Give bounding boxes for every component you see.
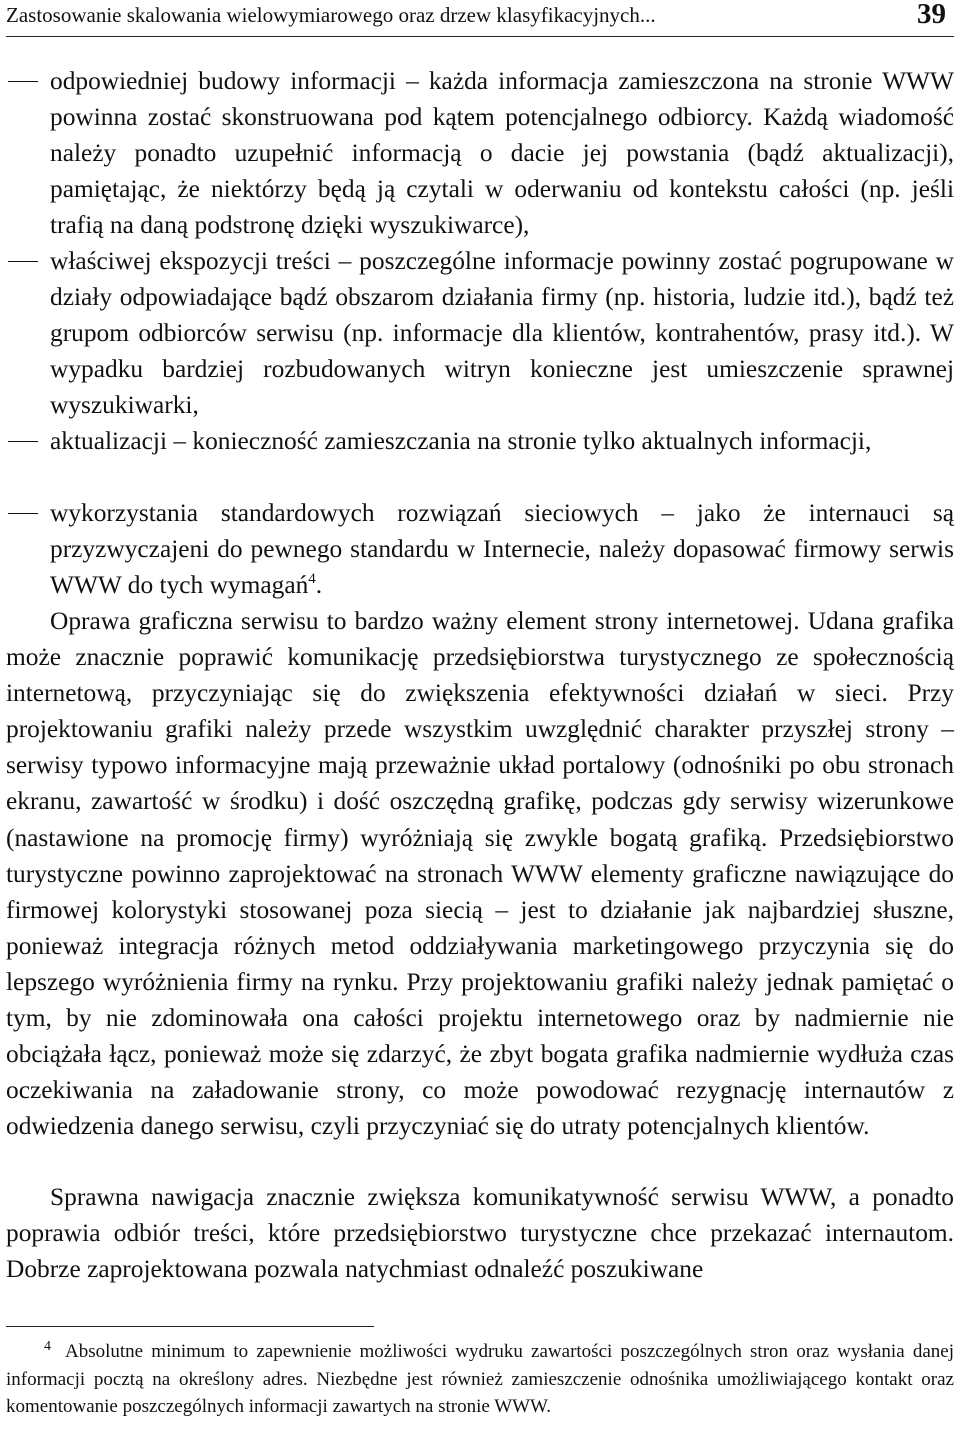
footnote-text: Absolutne minimum to zapewnienie możliwości wydruku zawartości poszczególnych stron oraz wysłania danej informacji pocztą na określony adres. Niezbędne jest również zamieszczenie odnośnika umożliwiającego kontakt oraz komentowanie poszczególnych informacji zawartych na stronie WWW. — [6, 1341, 954, 1418]
list-item-end: . — [315, 571, 323, 600]
footnote — [6, 1338, 954, 1421]
running-title: Zastosowanie skalowania wielowymiarowego oraz drzew klasyfikacyjnych... — [6, 3, 656, 27]
list-item-text: wykorzystania standardowych rozwiązań sieciowych – jako że internauci są przyzwyczajeni do pewnego standardu w Internecie, należy dopasować firmowy serwis WWW do tych wymagań — [50, 499, 954, 600]
list-item-text: odpowiedniej budowy informacji – każda informacja zamieszczona na stronie WWW powinna zostać skonstruowana pod kątem potencjalnego odbiorcy. Każdą wiadomość należy ponadto uzupełnić informacją o dacie jej powstania (bądź aktualizacji), pamiętając, że niektórzy będą ją czytali w oderwaniu od kontekstu całości (np. jeśli trafią na daną podstronę dzięki wyszukiwarce), — [50, 67, 954, 240]
paragraph: Sprawna nawigacja znacznie zwiększa komunikatywność serwisu WWW, a ponadto poprawia odbiór treści, które przedsiębiorstwo turystyczne chce przekazać internautom. Dobrze zaprojektowana pozwala natychmiast odnaleźć poszukiwane — [6, 1183, 954, 1284]
paragraph: Oprawa graficzna serwisu to bardzo ważny element strony internetowej. Udana grafika może znacznie poprawić komunikację przedsiębiorstwa turystycznego ze społecznością internetową, przyczyniając się do zwiększenia efektywności działań w sieci. Przy projektowaniu grafiki należy przede wszystkim uwzględnić charakter przyszłej strony – serwisy typowo informacyjne mają przeważnie układ portalowy (odnośniki po obu stronach ekranu, zawartość w środku) i dość oszczędną grafikę, podczas gdy serwisy wizerunkowe (nastawione na promocję firmy) wyróżniają się zwykle bogatą grafiką. Przedsiębiorstwo turystyczne powinno zaprojektować na stronach WWW elementy graficzne nawiązujące do firmowej kolorystyki stosowanej poza siecią – jest to działanie jak najbardziej słuszne, ponieważ integracja różnych metod oddziaływania marketingowego przyczynia się do lepszego wyróżnienia firmy na rynku. Przy projektowaniu grafiki należy jednak pamiętać o tym, by nie zdominowała ona całości projektu internetowego oraz by nadmiernie nie obciążała łącz, ponieważ może się zdarzyć, że zbyt bogata grafika nadmiernie wydłuża czas oczekiwania na załadowanie strony, co może powodować rezygnację internautów z odwiedzenia danego serwisu, czyli przyczyniać się do utraty potencjalnych klientów. — [6, 607, 954, 1141]
footnote-mark: 4 — [44, 1339, 51, 1354]
list-item — [6, 423, 954, 495]
running-header — [6, 0, 954, 37]
footnote-reference[interactable]: 4 — [308, 571, 316, 588]
list-item-text: aktualizacji – konieczność zamieszczania na stronie tylko aktualnych informacji, — [50, 427, 872, 455]
list-item-text: właściwej ekspozycji treści – poszczególne informacje powinny zostać pogrupowane w działy odpowiadające bądź obszarom działania firmy (np. historia, ludzie itd.), bądź też grupom odbiorców serwisu (np. informacje dla klientów, kontrahentów, prasy itd.). W wypadku bardziej rozbudowanych witryn konieczne jest umieszczenie sprawnej wyszukiwarki, — [50, 247, 954, 420]
footnote-separator — [6, 1326, 374, 1327]
page-number: 39 — [917, 0, 946, 30]
main-text — [6, 63, 954, 1287]
list-item — [6, 243, 954, 423]
list-item — [6, 63, 954, 243]
list-item — [6, 495, 954, 603]
